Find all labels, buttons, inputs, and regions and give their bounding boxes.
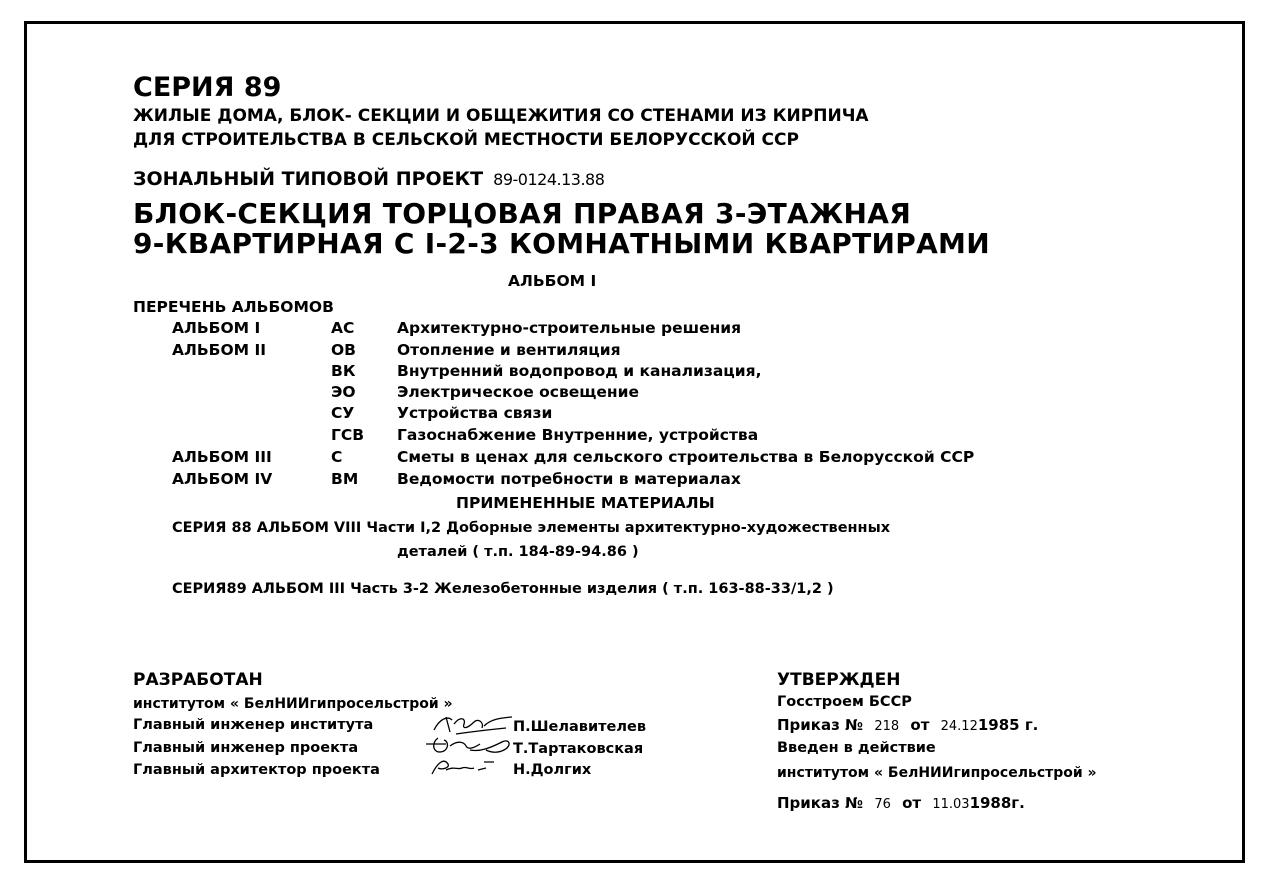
project-number: 89-0124.13.88 [493,170,605,189]
album-code: ВК [331,362,356,380]
album-name: АЛЬБОМ IV [172,470,273,488]
signature-tartakovskaya [424,734,514,758]
effective-by: институтом « БелНИИгипросельстрой » [777,765,1097,781]
album-description: Ведомости потребности в материалах [397,470,741,488]
album-code: С [331,448,343,466]
album-code: ОВ [331,341,356,359]
approved-by: Госстроем БССР [777,694,912,710]
album-description: Архитектурно-строительные решения [397,319,742,337]
effective-order-from: от [902,794,922,812]
album-code: СУ [331,404,355,422]
album-description: Внутренний водопровод и канализация, [397,362,762,380]
effective-order-year: 1988г. [969,794,1025,812]
approved-heading: УТВЕРЖДЕН [777,670,901,690]
materials-line-1: СЕРИЯ 88 АЛЬБОМ VIII Части I,2 Доборные элементы архитектурно-художественных [172,520,891,536]
signature-dolgikh [428,756,508,778]
approval-order-from: от [910,716,930,734]
subtitle-line-2: ДЛЯ СТРОИТЕЛЬСТВА В СЕЛЬСКОЙ МЕСТНОСТИ БЕЛОРУССКОЙ ССР [133,130,799,150]
chief-engineer-institute-role: Главный инженер института [133,717,374,733]
album-number: АЛЬБОМ I [508,272,597,290]
album-name: АЛЬБОМ I [172,319,261,337]
album-code: АС [331,319,355,337]
developed-institute: институтом « БелНИИгипросельстрой » [133,696,453,712]
chief-engineer-institute-name: П.Шелавителев [513,719,646,735]
chief-architect-name: Н.Долгих [513,762,592,778]
effective-label: Введен в действие [777,740,936,756]
series-title: СЕРИЯ 89 [133,72,282,103]
main-title-line-2: 9-КВАРТИРНАЯ С I-2-3 КОМНАТНЫМИ КВАРТИРАМИ [133,227,990,260]
approval-order-line [777,718,1038,733]
approval-order-date: 24.12 [940,719,978,734]
album-name: АЛЬБОМ II [172,341,267,359]
album-name: АЛЬБОМ III [172,448,272,466]
developed-heading: РАЗРАБОТАН [133,670,263,690]
chief-engineer-project-role: Главный инженер проекта [133,740,359,756]
approval-order-year: 1985 г. [977,716,1039,734]
approval-order-prefix: Приказ № [777,716,864,734]
album-code: ВМ [331,470,359,488]
album-description: Отопление и вентиляция [397,341,621,359]
materials-line-2: СЕРИЯ89 АЛЬБОМ III Часть 3-2 Железобетонные изделия ( т.п. 163-88-33/1,2 ) [172,581,834,597]
albums-list-heading: ПЕРЕЧЕНЬ АЛЬБОМОВ [133,298,334,316]
chief-engineer-project-name: Т.Тартаковская [513,741,644,757]
zone-project-label: ЗОНАЛЬНЫЙ ТИПОВОЙ ПРОЕКТ [133,168,484,190]
main-title-line-1: БЛОК-СЕКЦИЯ ТОРЦОВАЯ ПРАВАЯ 3-ЭТАЖНАЯ [133,197,912,230]
zone-project-line [133,170,604,189]
effective-order-line [777,796,1025,811]
materials-line-1-continued: деталей ( т.п. 184-89-94.86 ) [397,544,639,560]
album-description: Сметы в ценах для сельского строительства в Белорусской ССР [397,448,975,466]
subtitle-line-1: ЖИЛЫЕ ДОМА, БЛОК- СЕКЦИИ И ОБЩЕЖИТИЯ СО СТЕНАМИ ИЗ КИРПИЧА [133,106,869,126]
effective-order-prefix: Приказ № [777,794,864,812]
approval-order-number: 218 [874,719,900,734]
album-description: Газоснабжение Внутренние, устройства [397,426,759,444]
album-code: ГСВ [331,426,365,444]
effective-order-number: 76 [874,797,891,812]
effective-order-date: 11.03 [932,797,970,812]
album-description: Устройства связи [397,404,553,422]
materials-heading: ПРИМЕНЕННЫЕ МАТЕРИАЛЫ [456,494,715,512]
chief-architect-role: Главный архитектор проекта [133,762,380,778]
album-description: Электрическое освещение [397,383,640,401]
album-code: ЭО [331,383,356,401]
